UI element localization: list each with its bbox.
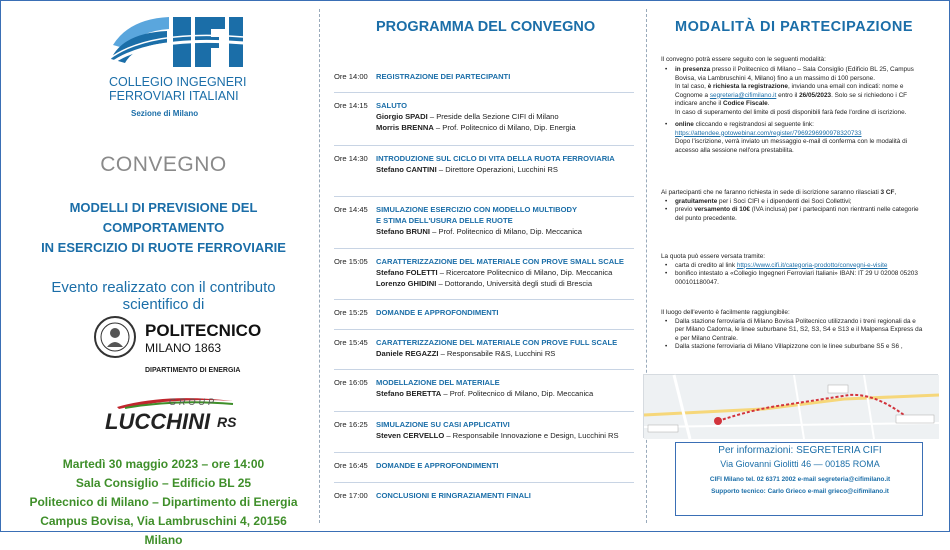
column-divider (319, 9, 320, 523)
programma-topic: E STIMA DELL'USURA DELLE RUOTE (376, 216, 513, 225)
programma-body (376, 204, 634, 237)
event-date: Martedì 30 maggio 2023 – ore 14:00 (62, 457, 265, 471)
programma-topic: CARATTERIZZAZIONE DEL MATERIALE CON PROVE FULL SCALE (376, 338, 618, 347)
modalita-presenza (661, 66, 923, 155)
cf-pay-item: • previo versamento di 10€ (IVA inclusa) per i partecipanti non rientranti nelle categorie del punto precedente. (661, 206, 923, 223)
modalita-column (661, 15, 936, 523)
programma-time: Ore 14:00 (334, 72, 368, 81)
programma-topic: CONCLUSIONI E RINGRAZIAMENTI FINALI (376, 491, 531, 500)
info-address: Via Giovanni Giolitti 46 — 00185 ROMA (720, 459, 880, 469)
programma-separator (334, 452, 634, 453)
programma-topic: SIMULAZIONE SU CASI APPLICATIVI (376, 420, 510, 429)
programma-topic: DOMANDE E APPROFONDIMENTI (376, 308, 499, 317)
programma-column (334, 15, 634, 523)
polimi-seal-icon (93, 315, 137, 359)
event-title-line2: IN ESERCIZIO DI RUOTE FERROVIARIE (41, 240, 286, 255)
programma-topic: CARATTERIZZAZIONE DEL MATERIALE CON PROVE SMALL SCALE (376, 257, 624, 266)
programma-separator (334, 329, 634, 330)
event-place: Politecnico di Milano – Dipartimento di Energia (29, 495, 298, 509)
polimi-name: POLITECNICO (145, 321, 262, 340)
info-title: Per informazioni: SEGRETERIA CIFI (718, 445, 882, 456)
programma-speaker: Stefano FOLETTI – Ricercatore Politecnico di Milano, Dip. Meccanica (376, 268, 613, 277)
evento-text: Evento realizzato con il contributo scientifico di (51, 279, 276, 313)
convegno-label: CONVEGNO (100, 153, 227, 176)
programma-body (376, 460, 634, 471)
programma-time: Ore 14:45 (334, 205, 368, 214)
programma-speaker: Stefano CANTINI – Direttore Operazioni, Lucchini RS (376, 165, 558, 174)
programma-body (376, 419, 634, 441)
location-map[interactable] (643, 374, 938, 438)
event-info (21, 455, 306, 550)
org-name-line1: COLLEGIO INGEGNERI (109, 75, 247, 89)
programma-topic: INTRODUZIONE SUL CICLO DI VITA DELLA RUOTA FERROVIARIA (376, 154, 615, 163)
presenza-item: • in presenza presso il Politecnico di Milano – Sala Consiglio (Edificio BL 25, Campus Bovisa, via Lambruschini 4, Milano) fino a un massimo di 100 persone. In tal caso, è richiesta la registrazione, inviando una email con indicati: nome e Cognome a segreteria@cifimilano.it entro il 26/05/2023. Solo se si richiedono i CF indicare anche il Codice Fiscale. In caso di superamento del limite di posti disponibili farà fede l'ordine di iscrizione. (661, 66, 923, 117)
programma-speaker: Stefano BRUNI – Prof. Politecnico di Milano, Dip. Meccanica (376, 227, 582, 236)
programma-separator (334, 299, 634, 300)
org-name (109, 75, 259, 103)
programma-speaker: Steven CERVELLO – Responsabile Innovazione e Design, Lucchini RS (376, 431, 619, 440)
info-contact-line[interactable]: CIFI Milano tel. 02 6371 2002 e-mail segreteria@cifimilano.it (709, 476, 891, 483)
column-divider (646, 9, 647, 523)
info-support-line[interactable]: Supporto tecnico: Carlo Grieco e-mail grieco@cifimilano.it (711, 488, 889, 495)
map-image (644, 375, 939, 439)
programma-speaker: Giorgio SPADI – Preside della Sezione CIFI di Milano (376, 112, 559, 121)
quota-card-item: • carta di credito al link https://www.cifi.it/categoria-prodotto/convegni-e-visite (661, 262, 923, 271)
lucchini-group: GROUP (169, 397, 218, 407)
programma-time: Ore 14:30 (334, 154, 368, 163)
polimi-city: MILANO 1863 (145, 341, 222, 355)
event-address: Campus Bovisa, Via Lambruschini 4, 20156 Milano (40, 514, 287, 547)
event-room: Sala Consiglio – Edificio BL 25 (75, 476, 252, 490)
reach-item: • Dalla stazione ferroviaria di Milano Villapizzone con le linee suburbane S5 e S6 , (661, 343, 923, 352)
programma-speaker: Morris BRENNA – Prof. Politecnico di Milano, Dip. Energia (376, 123, 576, 132)
programma-topic: SIMULAZIONE ESERCIZIO CON MODELLO MULTIBODY (376, 205, 578, 214)
programma-time: Ore 15:05 (334, 257, 368, 266)
programma-time: Ore 15:45 (334, 338, 368, 347)
programma-speaker: Daniele REGAZZI – Responsabile R&S, Lucchini RS (376, 349, 556, 358)
modalita-intro: Il convegno potrà essere seguito con le seguenti modalità: (661, 56, 826, 63)
programma-time: Ore 15:25 (334, 308, 368, 317)
programma-body (376, 490, 634, 501)
programma-body (376, 71, 634, 82)
programma-time: Ore 16:25 (334, 420, 368, 429)
polimi-dept: DIPARTIMENTO DI ENERGIA (145, 367, 241, 374)
programma-speaker: Lorenzo GHIDINI – Dottorando, Università degli studi di Brescia (376, 279, 593, 288)
programma-body (376, 256, 634, 289)
event-title-line1: MODELLI DI PREVISIONE DEL COMPORTAMENTO (69, 200, 258, 235)
programma-topic: SALUTO (376, 101, 408, 110)
crediti-formativi: Ai partecipanti che ne faranno richiesta in sede di iscrizione saranno rilasciati 3 CF, • gratuitamente per i Soci CIFI e i dipendenti dei Soci Collettivi; • previo versamento di 10€ (IVA inclusa) per i partecipanti non rientranti nelle categorie del punto precedente. (661, 189, 923, 223)
org-name-line2: FERROVIARI ITALIANI (109, 89, 239, 103)
lucchini-rs: RS (217, 414, 237, 430)
info-box (675, 442, 923, 516)
online-item: • online cliccando e registrandosi al seguente link: https://attendee.gotowebinar.com/register/7969296990978320733 Dopo l'iscrizione, verrà inviato un messaggio e-mail di conferma con le modalità di accesso alla sessione nell'ora prestabilita. (661, 121, 923, 155)
programma-time: Ore 14:15 (334, 101, 368, 110)
programma-time: Ore 16:05 (334, 378, 368, 387)
programma-separator (334, 482, 634, 483)
quota-bonifico-item: • bonifico intestato a «Collegio Ingegneri Ferroviari Italiani» IBAN: IT 29 U 02008 05203 000101180047. (661, 270, 923, 287)
event-title (21, 198, 306, 258)
programma-topic: REGISTRAZIONE DEI PARTECIPANTI (376, 72, 511, 81)
programma-separator (334, 196, 634, 197)
programma-body (376, 100, 634, 133)
programma-separator (334, 248, 634, 249)
quota-payment: La quota può essere versata tramite: • carta di credito al link https://www.cifi.it/categoria-prodotto/convegni-e-visite • bonifico intestato a «Collegio Ingegneri Ferroviari Italiani» IBAN: IT 29 U 02008 05203 000101180047. (661, 253, 923, 287)
reachability: Il luogo dell'evento è facilmente raggiungibile: • Dalla stazione ferroviaria di Milano Bovisa Politecnico utilizzando i treni regionali da e per Milano Cadorna, le linee suburbane S1, S2, S3, S4 e S13 e il Malpensa Express da e per Milano Centrale. • Dalla stazione ferroviaria di Milano Villapizzone con le linee suburbane S5 e S6 , (661, 309, 923, 352)
programma-separator (334, 411, 634, 412)
programma-body (376, 153, 634, 175)
programma-topic: DOMANDE E APPROFONDIMENTI (376, 461, 499, 470)
programma-separator (334, 92, 634, 93)
left-column (21, 15, 306, 547)
cifi-logo-icon (109, 15, 244, 71)
programma-separator (334, 369, 634, 370)
lucchini-logo (105, 395, 235, 435)
presenza-email-link[interactable]: segreteria@cifimilano.it (709, 91, 777, 99)
programma-body (376, 307, 634, 318)
reach-item: • Dalla stazione ferroviaria di Milano Bovisa Politecnico utilizzando i treni regionali da e per Milano Cadorna, le linee suburbane S1, S2, S3, S4 e S13 e il Malpensa Express da e per Milano Centrale. (661, 318, 923, 344)
lucchini-name: LUCCHINI (105, 409, 211, 434)
programma-topic: MODELLAZIONE DEL MATERIALE (376, 378, 500, 387)
modalita-title: MODALITÀ DI PARTECIPAZIONE (675, 19, 914, 35)
org-section: Sezione di Milano (131, 109, 199, 118)
programma-separator (334, 145, 634, 146)
programma-time: Ore 16:45 (334, 461, 368, 470)
shop-link[interactable]: https://www.cifi.it/categoria-prodotto/convegni-e-visite (736, 261, 888, 269)
programma-time: Ore 17:00 (334, 491, 368, 500)
programma-body (376, 337, 634, 359)
webinar-link[interactable]: https://attendee.gotowebinar.com/register/7969296990978320733 (675, 129, 862, 137)
programma-title: PROGRAMMA DEL CONVEGNO (376, 19, 596, 35)
programma-body (376, 377, 634, 399)
programma-speaker: Stefano BERETTA – Prof. Politecnico di Milano, Dip. Meccanica (376, 389, 594, 398)
cf-free-item: • gratuitamente per i Soci CIFI e i dipendenti dei Soci Collettivi; (661, 198, 923, 207)
